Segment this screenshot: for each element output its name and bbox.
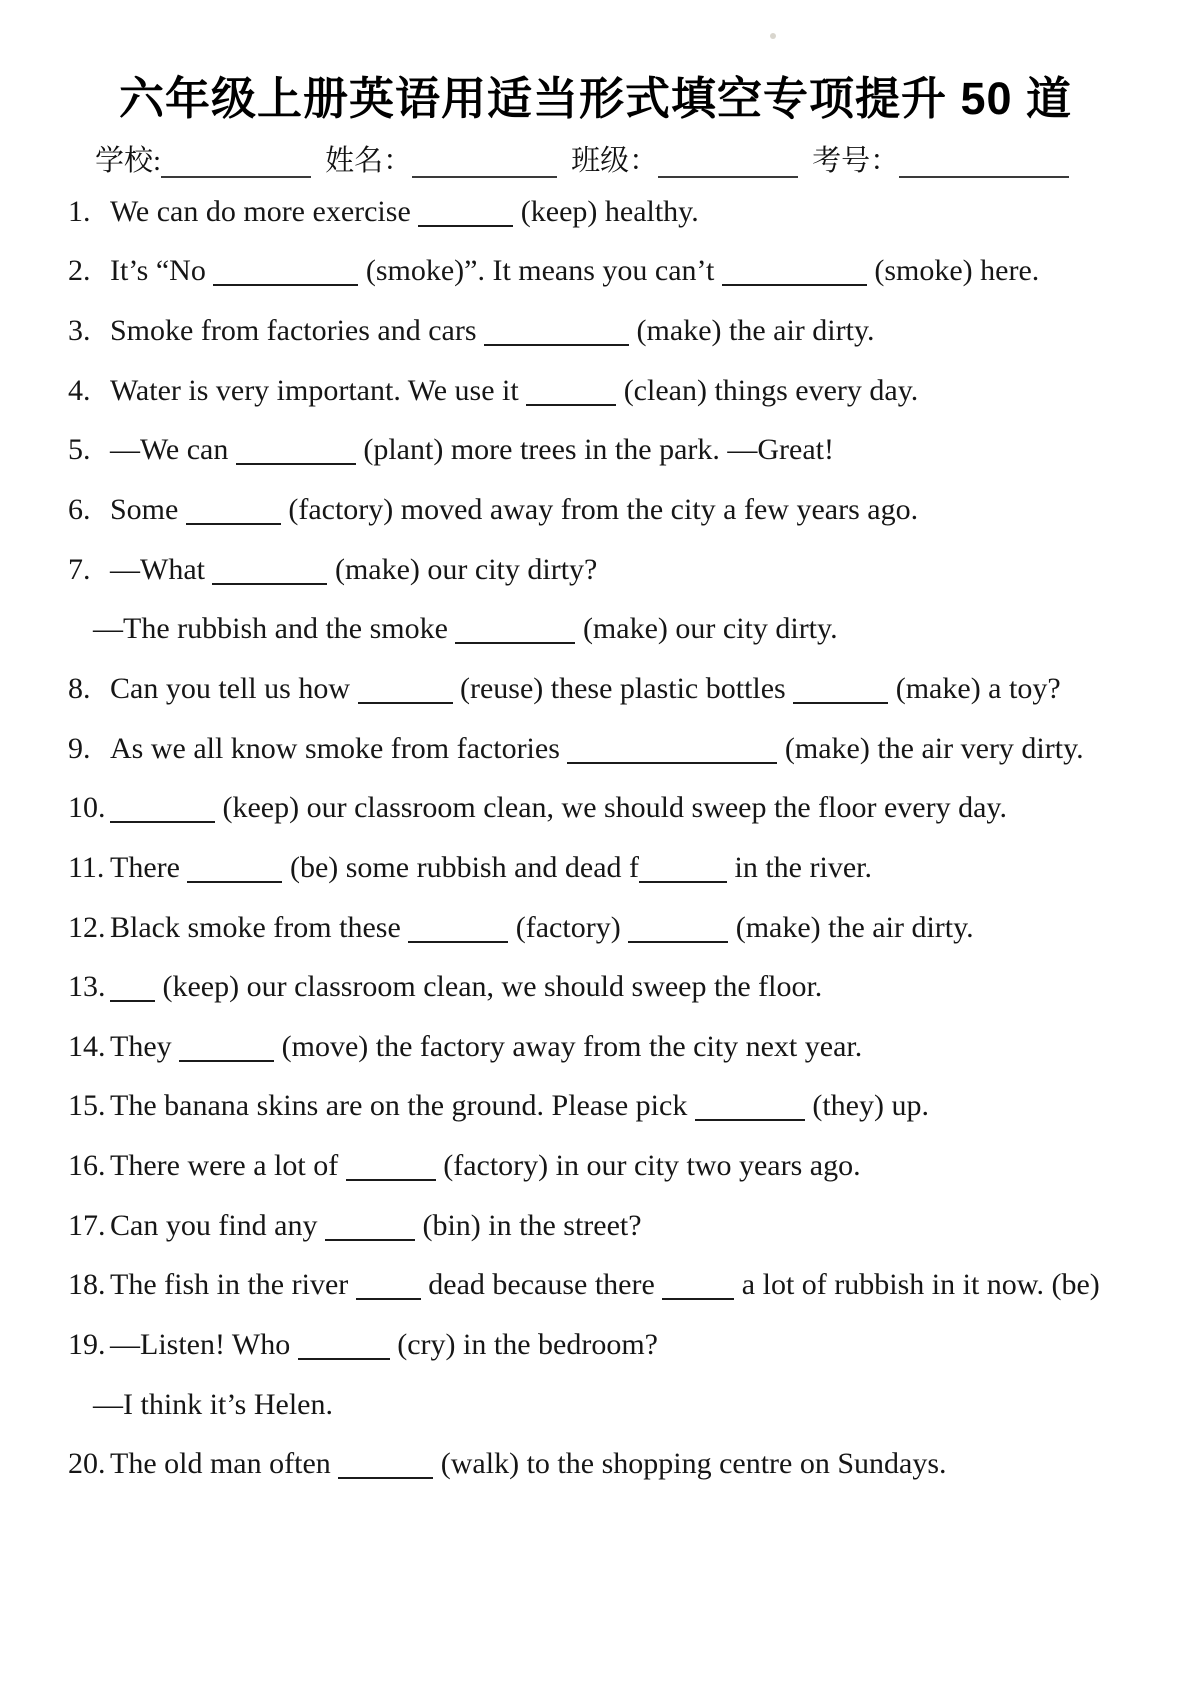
question-number: 3. (68, 314, 91, 348)
question-text: They (move) the factory away from the city next year. (110, 1029, 863, 1063)
question-number: 1. (68, 194, 91, 228)
answer-blank (484, 338, 629, 346)
question-text: The fish in the river dead because there a lot of rubbish in it now. (be) (110, 1268, 1100, 1302)
meta-label: 学校: (95, 145, 162, 177)
page-title: 六年级上册英语用适当形式填空专项提升 50 道 (118, 73, 1073, 124)
answer-blank (793, 696, 888, 704)
question-text: Water is very important. We use it (clean) things every day. (110, 373, 919, 407)
meta-label: 姓名： (325, 145, 413, 177)
question-line (68, 242, 1183, 302)
question-number: 20. (68, 1447, 106, 1481)
question-line (68, 599, 1183, 659)
answer-blank (179, 1054, 274, 1062)
question-number: 11. (68, 850, 105, 884)
answer-blank (722, 278, 867, 286)
question-number: 19. (68, 1327, 106, 1361)
question-number: 13. (68, 970, 106, 1004)
meta-label: 考号： (812, 145, 900, 177)
question-text: Smoke from factories and cars (make) the air dirty. (110, 314, 875, 348)
answer-blank (298, 1352, 390, 1360)
question-number: 14. (68, 1029, 106, 1063)
question-line (68, 659, 1183, 719)
question-line (68, 957, 1183, 1017)
question-text: It’s “No (smoke)”. It means you can’t (smoke) here. (110, 254, 1040, 288)
meta-field (325, 138, 557, 179)
question-line (68, 540, 1183, 600)
question-line (68, 838, 1183, 898)
question-number: 15. (68, 1089, 106, 1123)
question-text: The banana skins are on the ground. Please pick (they) up. (110, 1089, 929, 1123)
question-list (68, 182, 1183, 1494)
question-text: —What (make) our city dirty? (110, 552, 598, 586)
meta-blank-line (161, 170, 311, 178)
question-number: 8. (68, 671, 91, 705)
question-line (68, 182, 1183, 242)
question-line (68, 898, 1183, 958)
question-line (68, 1256, 1183, 1316)
meta-label: 班级： (571, 145, 659, 177)
question-number: 18. (68, 1268, 106, 1302)
question-line (68, 719, 1183, 779)
question-text: Can you find any (bin) in the street? (110, 1208, 642, 1242)
meta-blank-line (412, 170, 557, 178)
answer-blank (639, 875, 727, 883)
question-text: Some (factory) moved away from the city a few years ago. (110, 493, 919, 527)
answer-blank (187, 875, 282, 883)
question-text: There were a lot of (factory) in our city two years ago. (110, 1149, 861, 1183)
meta-field (95, 138, 311, 179)
question-line (68, 1196, 1183, 1256)
answer-blank (346, 1173, 436, 1181)
meta-blank-line (658, 170, 798, 178)
answer-blank (110, 994, 155, 1002)
answer-blank (338, 1471, 433, 1479)
question-line (68, 1077, 1183, 1137)
question-line (68, 480, 1183, 540)
answer-blank (186, 517, 281, 525)
question-line (68, 1315, 1183, 1375)
question-line (68, 778, 1183, 838)
meta-field (571, 138, 798, 179)
question-number: 4. (68, 373, 91, 407)
question-text: —I think it’s Helen. (93, 1387, 333, 1421)
question-line (68, 421, 1183, 481)
question-text: The old man often (walk) to the shopping centre on Sundays. (110, 1447, 947, 1481)
question-number: 5. (68, 433, 91, 467)
question-line (68, 1136, 1183, 1196)
question-number: 7. (68, 552, 91, 586)
answer-blank (236, 457, 356, 465)
question-text: As we all know smoke from factories (make) the air very dirty. (110, 731, 1084, 765)
answer-blank (325, 1233, 415, 1241)
question-number: 17. (68, 1208, 106, 1242)
student-info-row (95, 138, 1100, 179)
answer-blank (356, 1292, 421, 1300)
question-text: (keep) our classroom clean, we should sweep the floor every day. (110, 791, 1007, 825)
answer-blank (212, 577, 327, 585)
scan-artifact-dot (770, 33, 776, 39)
question-number: 12. (68, 910, 106, 944)
question-number: 6. (68, 493, 91, 527)
question-number: 16. (68, 1149, 106, 1183)
answer-blank (526, 398, 616, 406)
question-line (68, 1017, 1183, 1077)
question-line (68, 361, 1183, 421)
question-text: Black smoke from these (factory) (make) the air dirty. (110, 910, 974, 944)
answer-blank (110, 815, 215, 823)
question-line (68, 301, 1183, 361)
question-text: —The rubbish and the smoke (make) our city dirty. (93, 612, 838, 646)
answer-blank (455, 636, 575, 644)
question-line (68, 1375, 1183, 1435)
question-text: There (be) some rubbish and dead f in the river. (110, 850, 872, 884)
question-number: 2. (68, 254, 91, 288)
question-number: 9. (68, 731, 91, 765)
question-number: 10. (68, 791, 106, 825)
question-text: (keep) our classroom clean, we should sweep the floor. (110, 970, 822, 1004)
answer-blank (408, 935, 508, 943)
answer-blank (662, 1292, 734, 1300)
question-text: Can you tell us how (reuse) these plastic bottles (make) a toy? (110, 671, 1061, 705)
answer-blank (628, 935, 728, 943)
answer-blank (418, 219, 513, 227)
answer-blank (567, 756, 777, 764)
question-text: —Listen! Who (cry) in the bedroom? (110, 1327, 658, 1361)
meta-blank-line (899, 170, 1069, 178)
question-line (68, 1434, 1183, 1494)
question-text: —We can (plant) more trees in the park. —Great! (110, 433, 834, 467)
answer-blank (358, 696, 453, 704)
question-text: We can do more exercise (keep) healthy. (110, 194, 699, 228)
answer-blank (695, 1113, 805, 1121)
answer-blank (213, 278, 358, 286)
meta-field (812, 138, 1069, 179)
